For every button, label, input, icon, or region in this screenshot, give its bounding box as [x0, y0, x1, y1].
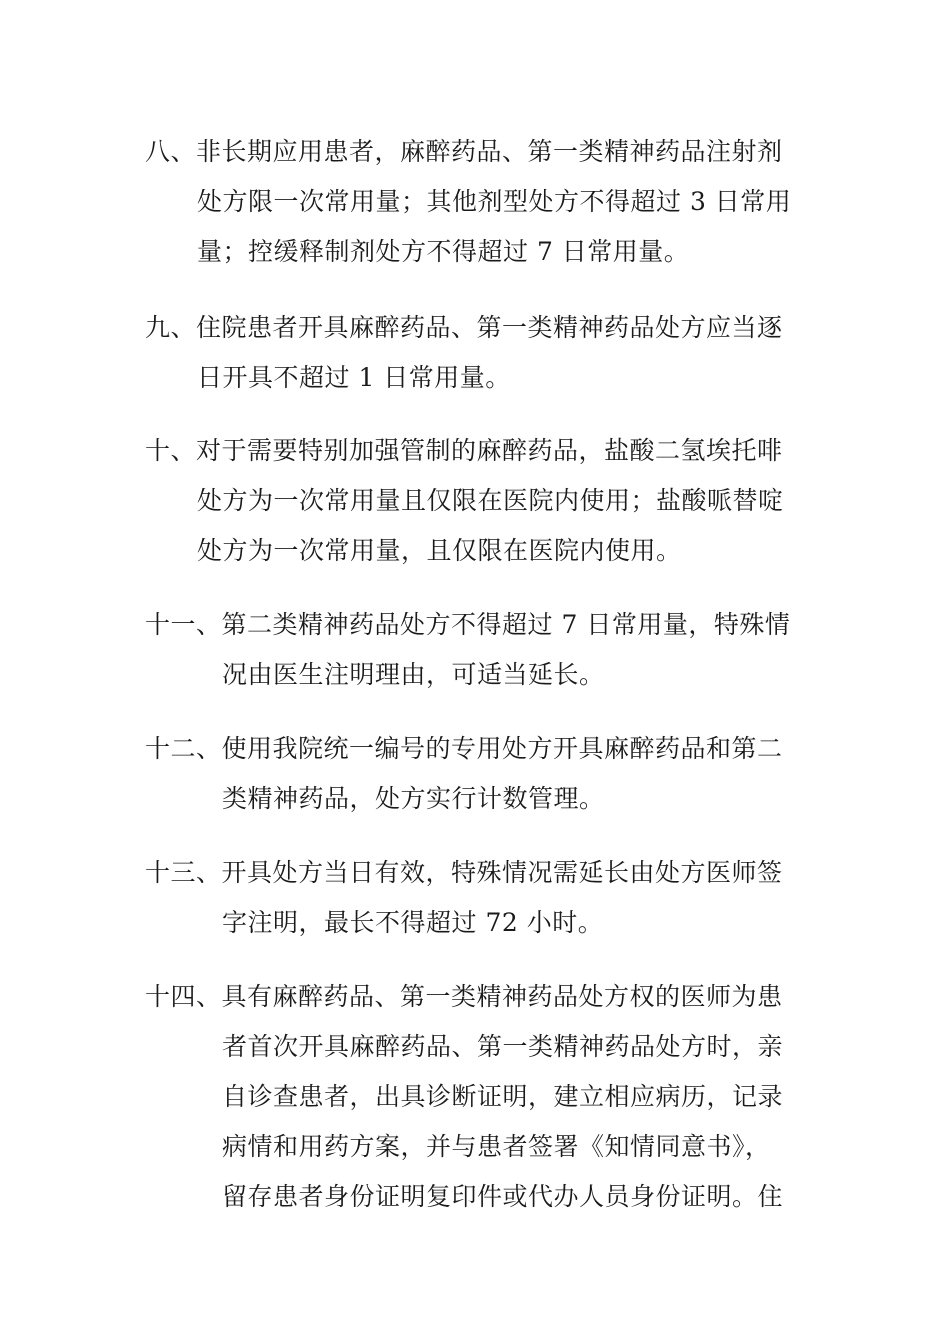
clause-text-line: 处方为一次常用量且仅限在医院内使用；盐酸哌替啶	[197, 486, 784, 515]
clause-12	[145, 724, 805, 824]
clause-text-line: 况由医生注明理由，可适当延长。	[222, 660, 605, 689]
clause-number: 九、	[145, 313, 197, 342]
clause-text-line: 开具处方当日有效，特殊情况需延长由处方医师签	[221, 858, 783, 887]
clause-number: 十四、	[145, 982, 222, 1011]
clause-number: 十二、	[145, 734, 222, 763]
clause-text-line: 字注明，最长不得超过 72 小时。	[222, 908, 604, 937]
clause-9	[145, 303, 805, 403]
clause-text-line: 使用我院统一编号的专用处方开具麻醉药品和第二	[221, 734, 783, 763]
clause-text-line: 处方为一次常用量，且仅限在医院内使用。	[197, 536, 682, 565]
clause-8	[145, 127, 805, 277]
clause-number: 十三、	[145, 858, 222, 887]
clause-text-line: 量；控缓释制剂处方不得超过 7 日常用量。	[197, 237, 690, 266]
clause-number: 十一、	[145, 610, 222, 639]
clause-text-line: 者首次开具麻醉药品、第一类精神药品处方时，亲	[222, 1032, 784, 1061]
clause-text-line: 非长期应用患者，麻醉药品、第一类精神药品注射剂	[196, 137, 783, 166]
clause-text-line: 对于需要特别加强管制的麻醉药品，盐酸二氢埃托啡	[196, 436, 783, 465]
clause-11	[145, 600, 805, 700]
clause-text-line: 自诊查患者，出具诊断证明，建立相应病历，记录	[222, 1082, 784, 1111]
clause-text-line: 具有麻醉药品、第一类精神药品处方权的医师为患	[221, 982, 783, 1011]
clause-10	[145, 426, 805, 576]
clause-number: 十、	[145, 436, 197, 465]
clause-text-line: 日开具不超过 1 日常用量。	[197, 363, 511, 392]
clause-number: 八、	[145, 137, 197, 166]
clause-13	[145, 848, 805, 948]
clause-text-line: 病情和用药方案，并与患者签署《知情同意书》，	[222, 1132, 771, 1161]
clause-text-line: 第二类精神药品处方不得超过 7 日常用量，特殊情	[221, 610, 791, 639]
clause-text-line: 类精神药品，处方实行计数管理。	[222, 784, 605, 813]
clause-14	[145, 972, 805, 1222]
clause-text-line: 住院患者开具麻醉药品、第一类精神药品处方应当逐	[196, 313, 783, 342]
clause-text-line: 处方限一次常用量；其他剂型处方不得超过 3 日常用	[197, 187, 792, 216]
clause-text-line: 留存患者身份证明复印件或代办人员身份证明。住	[222, 1182, 784, 1211]
